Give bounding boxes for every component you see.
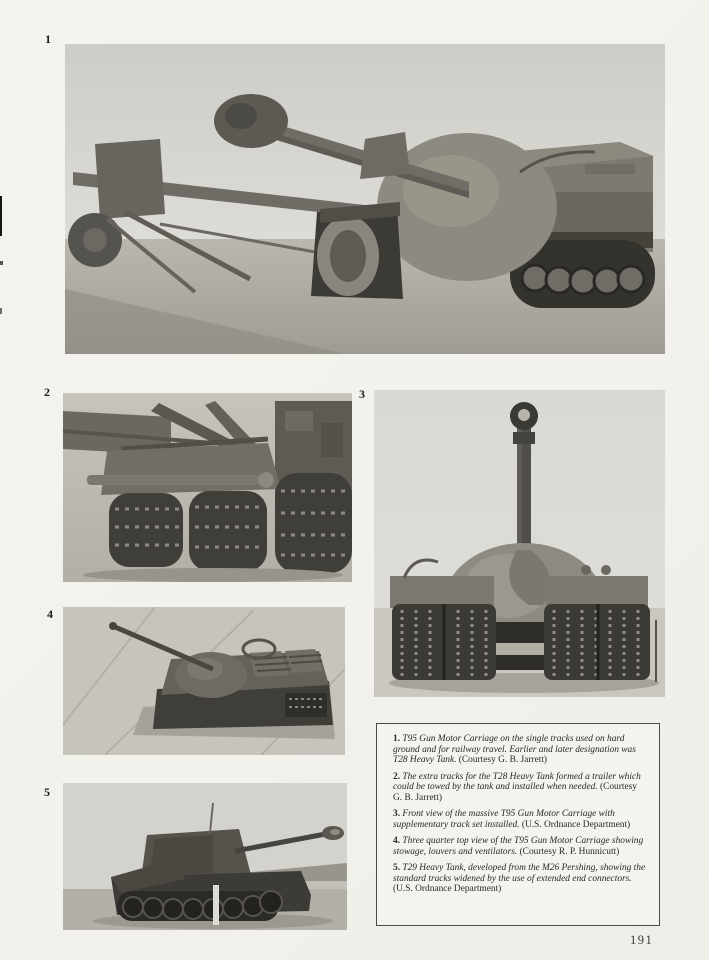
caption-number: 2. [393, 771, 401, 782]
caption-4 [393, 836, 647, 857]
caption-credit: (Courtesy G. B. Jarrett) [393, 782, 637, 803]
photo-1-t95-side [65, 44, 665, 354]
caption-credit: (Courtesy G. B. Jarrett) [458, 755, 548, 765]
figure-number-5: 5 [44, 785, 50, 799]
figure-number-3: 3 [359, 387, 365, 401]
photo-4-t95-top [63, 607, 345, 755]
page-number: 191 [630, 933, 654, 947]
caption-2 [393, 772, 647, 804]
photo-5-t29 [63, 783, 347, 930]
caption-credit: (U.S. Ordnance Department) [521, 819, 631, 830]
caption-text: Front view of the massive T95 Gun Motor Carriage with supplementary track set installed. [393, 809, 615, 830]
figure-number-1: 1 [45, 32, 51, 46]
caption-1 [393, 734, 647, 766]
caption-number: 5. [393, 863, 401, 873]
caption-text: Three quarter top view of the T95 Gun Motor Carriage showing stowage, louvers and ventilators. [393, 836, 644, 857]
caption-number: 4. [393, 836, 401, 846]
caption-text: T29 Heavy Tank, developed from the M26 Pershing, showing the standard tracks widened by the use of extended end connectors. [393, 863, 646, 884]
caption-text: T95 Gun Motor Carriage on the single tracks used on hard ground and for railway travel. Earlier and later designation was T28 Heavy Tank. [393, 734, 636, 765]
photo-3-t95-front [374, 390, 665, 697]
figure-number-4: 4 [47, 607, 53, 621]
figure-number-2: 2 [44, 385, 50, 399]
scan-artifact [0, 196, 2, 236]
scan-artifact [0, 261, 3, 265]
scan-artifact [0, 308, 2, 314]
caption-credit: (Courtesy R. P. Hunnicutt) [519, 846, 620, 857]
caption-number: 3. [393, 809, 401, 819]
caption-box [376, 723, 660, 926]
photo-2-track-trailer [63, 393, 352, 582]
caption-text: The extra tracks for the T28 Heavy Tank formed a trailer which could be towed by the tank and installed when needed. [393, 771, 641, 792]
caption-5 [393, 863, 647, 895]
caption-3 [393, 809, 647, 830]
caption-credit: (U.S. Ordnance Department) [393, 884, 502, 894]
caption-number: 1. [393, 734, 401, 744]
